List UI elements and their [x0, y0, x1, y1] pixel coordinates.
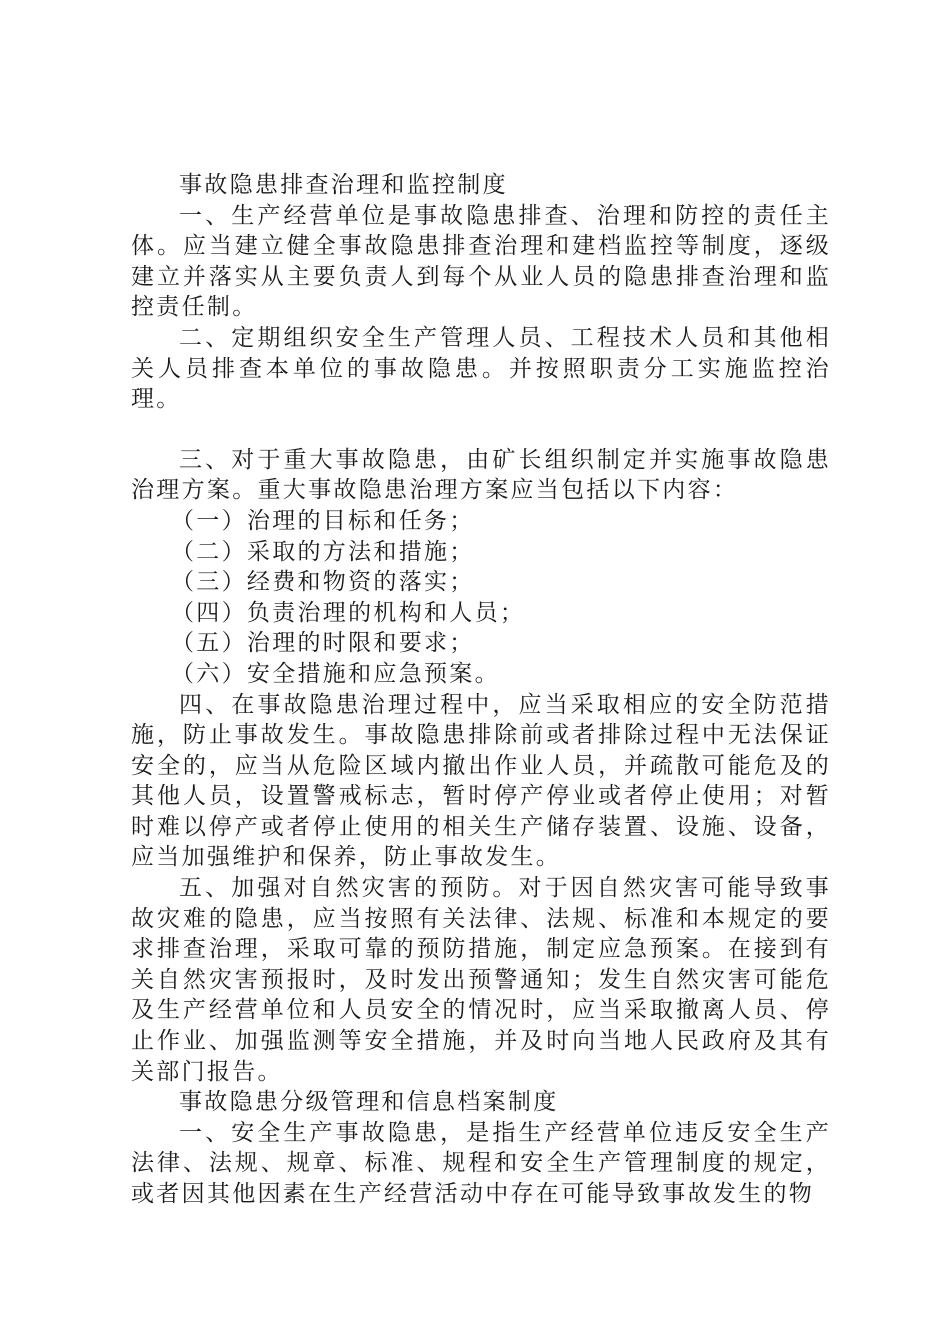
list-item: （一）治理的目标和任务； [171, 507, 475, 534]
paragraph: 二、定期组织安全生产管理人员、工程技术人员和其他相关人员排查本单位的事故隐患。并按照职责分工实施监控治理。 [131, 324, 831, 413]
paragraph: 五、加强对自然灾害的预防。对于因自然灾害可能导致事故灾难的隐患，应当按照有关法律、法规、标准和本规定的要求排查治理，采取可靠的预防措施，制定应急预案。在接到有关自然灾害预报时，及时发出预警通知；发生自然灾害可能危及生产经营单位和人员安全的情况时，应当采取撤离人员、停止作业、加强监测等安全措施，并及时向当地人民政府及其有关部门报告。 [131, 875, 831, 1085]
list-item: （五）治理的时限和要求； [171, 630, 475, 657]
paragraph: 一、生产经营单位是事故隐患排查、治理和防控的责任主体。应当建立健全事故隐患排查治理和建档监控等制度，逐级建立并落实从主要负责人到每个从业人员的隐患排查治理和监控责任制。 [131, 202, 831, 321]
list-item: （三）经费和物资的落实； [171, 569, 475, 596]
section-title-hazard-classification: 事故隐患分级管理和信息档案制度 [179, 1089, 559, 1116]
document-body [131, 170, 831, 1210]
list-item: （六）安全措施和应急预案。 [171, 660, 500, 687]
paragraph: 四、在事故隐患治理过程中，应当采取相应的安全防范措施，防止事故发生。事故隐患排除前或者排除过程中无法保证安全的，应当从危险区域内撤出作业人员，并疏散可能危及的其他人员，设置警戒标志，暂时停产停业或者停止使用；对暂时难以停产或者停止使用的相关生产储存装置、设施、设备，应当加强维护和保养，防止事故发生。 [131, 691, 831, 871]
section-title-hazard-inspection: 事故隐患排查治理和监控制度 [179, 172, 508, 198]
list-item: （二）采取的方法和措施； [171, 538, 475, 565]
paragraph: 三、对于重大事故隐患，由矿长组织制定并实施事故隐患治理方案。重大事故隐患治理方案应当包括以下内容： [131, 446, 831, 504]
list-item: （四）负责治理的机构和人员； [171, 599, 526, 626]
paragraph: 一、安全生产事故隐患，是指生产经营单位违反安全生产法律、法规、规章、标准、规程和安全生产管理制度的规定，或者因其他因素在生产经营活动中存在可能导致事故发生的物 [131, 1119, 831, 1207]
